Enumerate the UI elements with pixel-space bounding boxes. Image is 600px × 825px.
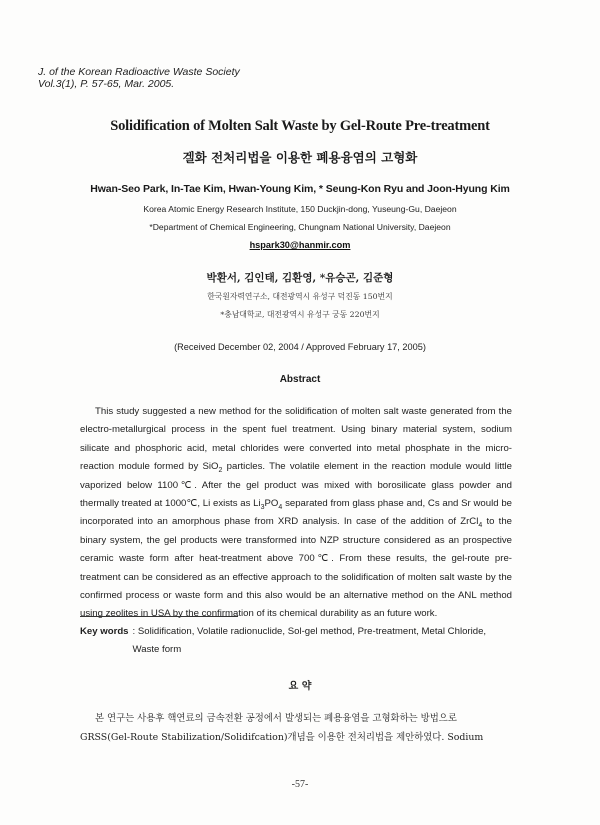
paper-title: Solidification of Molten Salt Waste by Gel-Route Pre-treatment: [110, 118, 490, 134]
keywords-divider: [80, 616, 238, 617]
journal-volume: Vol.3(1), P. 57-65, Mar. 2005.: [38, 78, 175, 90]
keywords-text: : Solidification, Volatile radionuclide, Sol-gel method, Pre-treatment, Metal Chloride, Waste form: [132, 626, 487, 655]
korean-title: 겔화 전처리법을 이용한 폐용융염의 고형화: [182, 150, 418, 165]
page-number: -57-: [291, 779, 309, 790]
affiliation-kaeri: Korea Atomic Energy Research Institute, 150 Duckjin-dong, Yuseung-Gu, Daejeon: [143, 204, 457, 214]
journal-name: J. of the Korean Radioactive Waste Society: [38, 66, 240, 78]
korean-abstract-line: 본 연구는 사용후 핵연료의 금속전환 공정에서 발생되는 폐용융염을 고형화하는 방법으로: [95, 713, 457, 724]
affiliation-chungnam: *Department of Chemical Engineering, Chungnam National University, Daejeon: [149, 222, 451, 232]
abstract-body: [80, 403, 512, 624]
keywords-label: Key words: [80, 626, 129, 637]
korean-affiliation-kaeri: 한국원자력연구소, 대전광역시 유성구 덕진동 150번지: [207, 292, 393, 301]
journal-citation: [38, 66, 240, 90]
contact-email: hspark30@hanmir.com: [249, 240, 351, 250]
korean-affiliation-chungnam: *충남대학교, 대전광역시 유성구 궁동 220번지: [220, 310, 380, 319]
korean-abstract-heading: 요 약: [288, 681, 312, 692]
korean-author-list: 박환서, 김인태, 김환영, *유승곤, 김준형: [206, 272, 394, 284]
korean-abstract-body: [80, 709, 512, 747]
abstract-paragraph: This study suggested a new method for the solidification of molten salt waste generated from the electro-metallurgical process in the spent fuel treatment. Using binary material system, sodium silicate and phosphoric acid, metal chlorides were converted into metal phosphate in the micro-reaction module formed by SiO$_2$ particles. The volatile element in the reaction module would little vaporized below 1100℃. After the gel product was mixed with borosilicate glass powder and thermally treated at 1000℃, Li exists as $Li_3PO_4$ separated from glass phase and, Cs and Sr would be incorporated into an amorphous phase from XRD analysis. In case of the addition of ZrCl$_4$ to the binary system, the gel products were transformed into NZP structure considered as an prospective ceramic waste form after heat-treatment above 700℃. From these results, the gel-route pre-treatment can be considered as an effective approach to the solidification of molten salt waste by the confirmed process or waste form and this also would be an alternative method on the ANL method using zeolites in USA by the confirmation of its chemical durability as an future work.: [80, 406, 512, 620]
keywords: [80, 623, 512, 659]
korean-abstract-line: GRSS(Gel-Route Stabilization/Solidifcation)개념을 이용한 전처리법을 제안하였다. Sodium: [80, 732, 484, 743]
author-list: Hwan-Seo Park, In-Tae Kim, Hwan-Young Kim, * Seung-Kon Ryu and Joon-Hyung Kim: [90, 183, 510, 195]
abstract-heading: Abstract: [279, 374, 321, 385]
received-dates: (Received December 02, 2004 / Approved February 17, 2005): [174, 342, 426, 352]
